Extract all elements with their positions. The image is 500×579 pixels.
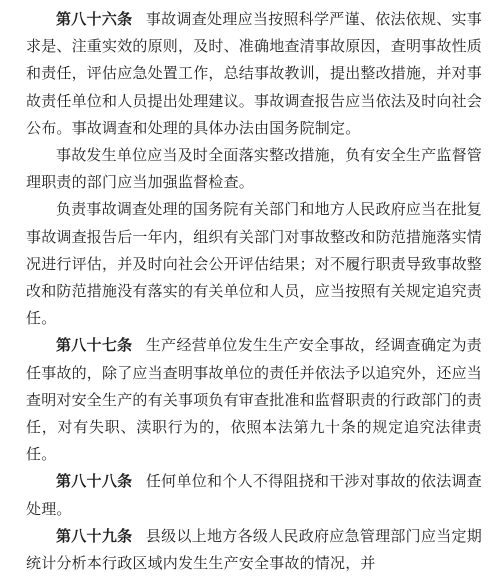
article-87-text-1: 生产经营单位发生生产安全事故，经调查确定为责任事故的，除了应当查明事故单位的责任并依法予以追究外，还应当查明对安全生产的有关事项负有审查批准和监督职责的行政部门的责任，对有失职、渎职行为的，依照本法第九十条的规定追究法律责任。 xyxy=(26,336,483,464)
article-86-text-1: 事故调查处理应当按照科学严谨、依法依规、实事求是、注重实效的原则，及时、准确地查清事故原因，查明事故性质和责任，评估应急处置工作，总结事故教训，提出整改措施，并对事故责任单位和人员提出处理建议。事故调查报告应当依法及时向社会公布。事故调查和处理的具体办法由国务院制定。 xyxy=(26,10,483,137)
article-89-text-1: 县级以上地方各级人民政府应急管理部门应当定期统计分析本行政区域内发生生产安全事故的情况，并 xyxy=(26,526,482,573)
article-86-text-3: 负责事故调查处理的国务院有关部门和地方人民政府应当在批复事故调查报告后一年内，组织有关部门对事故整改和防范措施落实情况进行评估，并及时向社会公开评估结果；对不履行职责导致事故整改和防范措施没有落实的有关单位和人员，应当按照有关规定追究责任。 xyxy=(26,200,483,328)
article-88-text-1: 任何单位和个人不得阻挠和干涉对事故的依法调查处理。 xyxy=(26,472,482,518)
article-89-paragraph-1 xyxy=(26,523,482,577)
article-87-paragraph-1 xyxy=(26,332,482,468)
article-88-paragraph-1 xyxy=(26,468,482,522)
article-86-paragraph-1 xyxy=(26,6,482,142)
article-86-paragraph-3 xyxy=(26,196,482,332)
article-86-text-2: 事故发生单位应当及时全面落实整改措施，负有安全生产监督管理职责的部门应当加强监督检查。 xyxy=(26,146,482,192)
article-89-heading: 第八十九条 xyxy=(56,526,133,545)
article-86-heading: 第八十六条 xyxy=(56,10,133,28)
article-88-heading: 第八十八条 xyxy=(56,472,133,491)
article-86-paragraph-2 xyxy=(26,142,482,196)
article-87-heading: 第八十七条 xyxy=(56,336,133,355)
